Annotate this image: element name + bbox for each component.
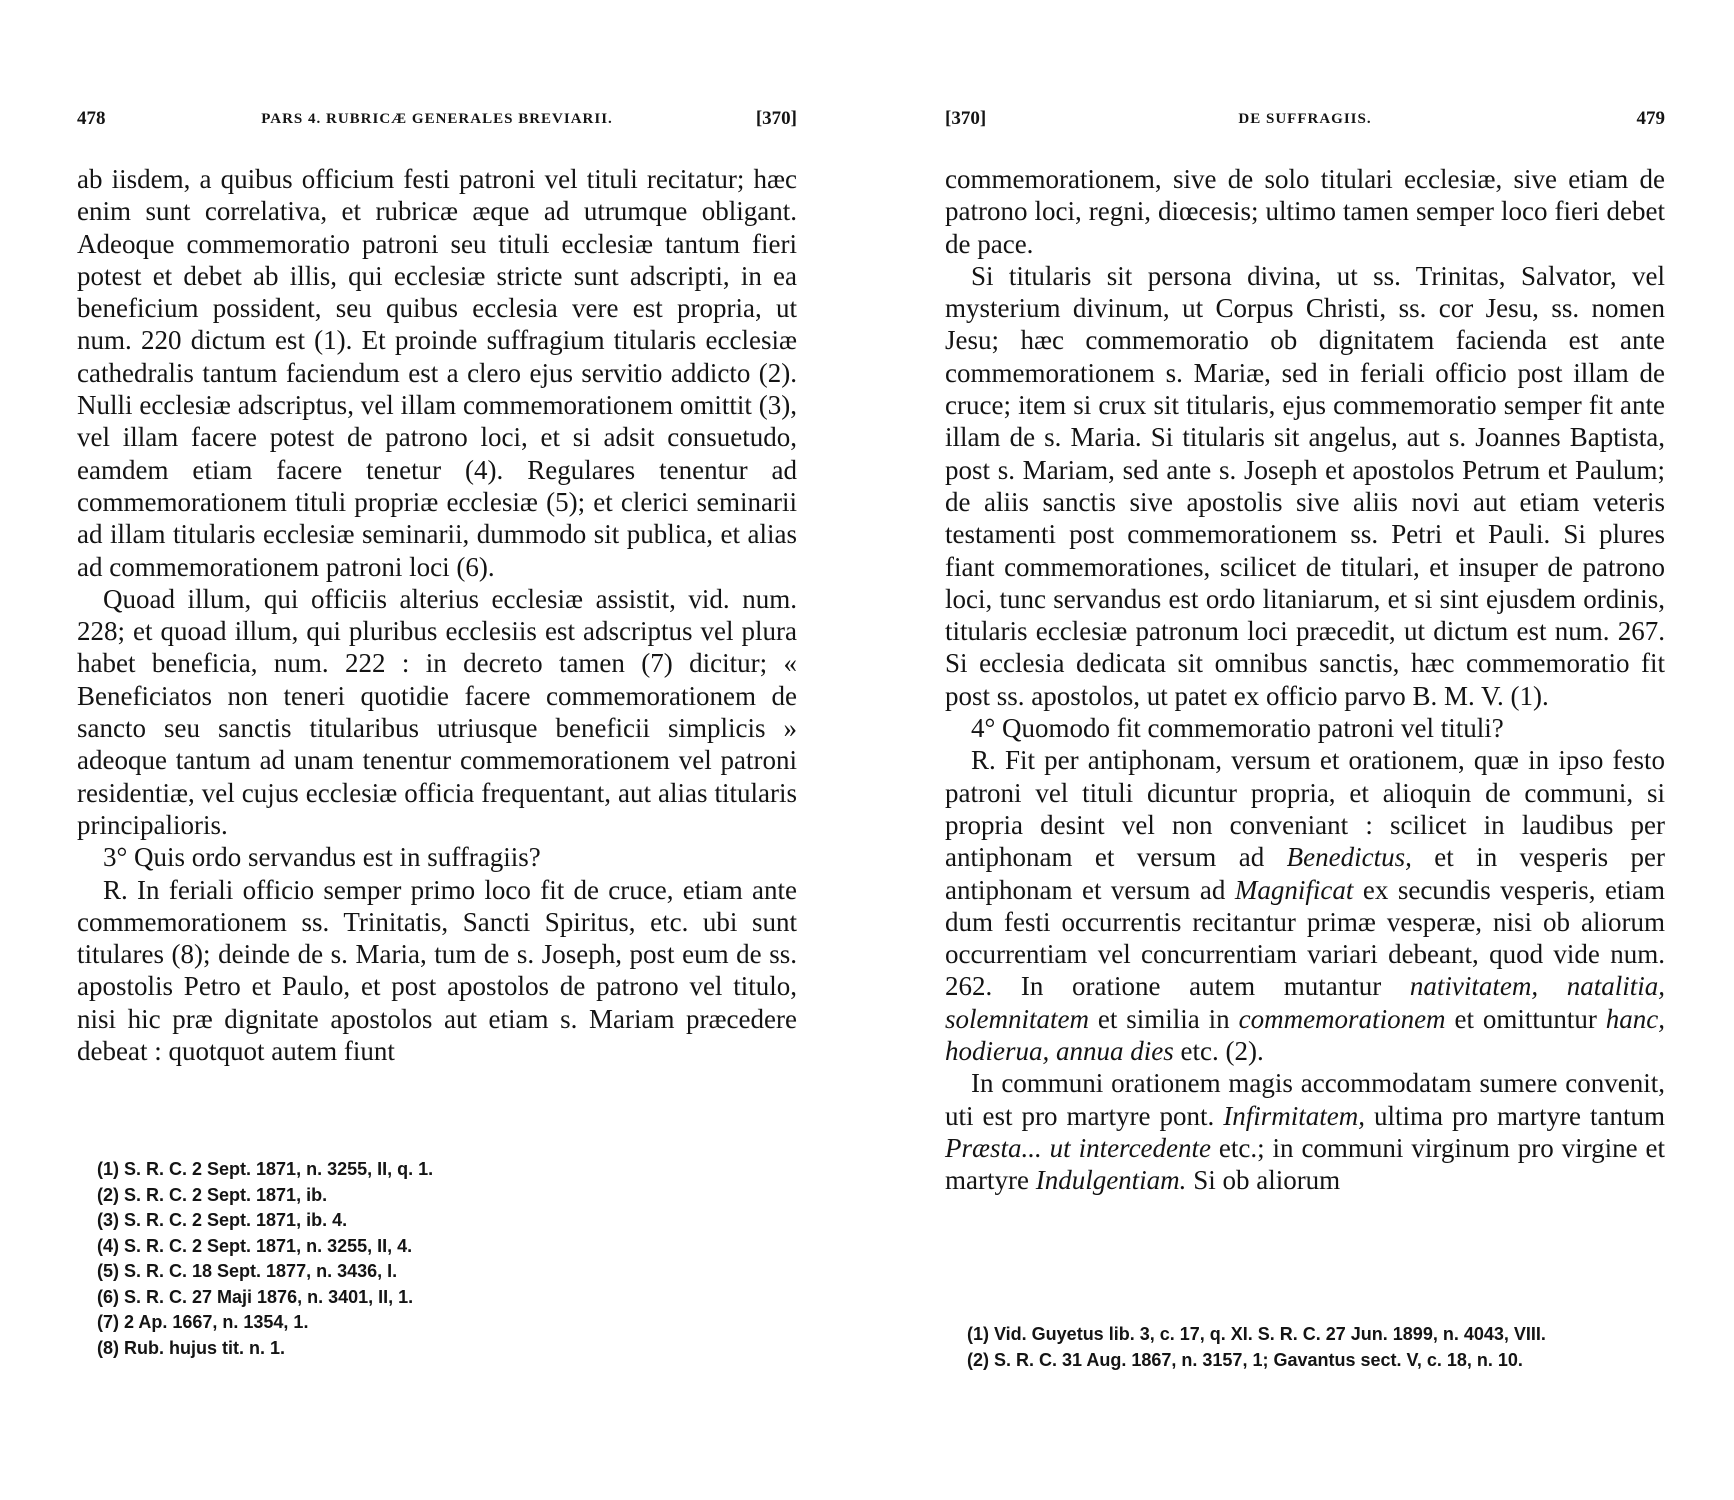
text-run: etc. (2).	[1173, 1036, 1264, 1067]
italic-term: nativitatem, natalitia, solemnitatem	[945, 971, 1665, 1034]
left-question-3: 3° Quis ordo servandus est in suffragiis?	[103, 842, 541, 873]
left-answer-3: R. In feriali officio semper primo loco fit de cruce, etiam ante commemorationem ss. Trinitatis, Sancti Spiritus, etc. ubi sunt titulares (8); deinde de s. Maria, tum de s. Joseph, post eum de ss. apostolis Petro et Paulo, et post apostolos de patrono vel titulo, nisi hic præ dignitate apostolos aut etiam s. Mariam præcedere debeat : quotquot autem fiunt	[77, 874, 797, 1067]
right-page	[945, 0, 1665, 1500]
text-run: etc.; in communi virginum pro virgine et martyre	[945, 1132, 1666, 1196]
right-paragraph-1: commemorationem, sive de solo titulari ecclesiæ, sive etiam de patrono loci, regni, diœcesis; ultimo tamen semper loco fieri debet de pace.	[945, 164, 1665, 259]
footnote: (5) S. R. C. 18 Sept. 1877, n. 3436, I.	[97, 1261, 398, 1281]
right-page-number: 479	[1636, 108, 1665, 129]
left-bracket-number: [370]	[755, 108, 797, 129]
left-running-head	[77, 108, 797, 138]
right-paragraph-2: Si titularis sit persona divina, ut ss. Trinitas, Salvator, vel mysterium divinum, ut Corpus Christi, ss. cor Jesu, ss. nomen Jesu; hæc commemoratio ob dignitatem facienda est ante commemorationem s. Mariæ, sed in feriali officio post illam de cruce; item si crux sit titularis, ejus commemoratio semper fit ante illam de s. Maria. Si titularis sit angelus, aut s. Joannes Baptista, post s. Mariam, sed ante s. Joseph et apostolos Petrum et Paulum; de aliis sanctis sive apostolis sive aliis novi aut etiam veteris testamenti post commemorationem ss. Petri et Pauli. Si plures fiant commemorationes, scilicet de titulari, et insuper de patrono loci, tunc servandus est ordo litaniarum, et si sint ejusdem ordinis, titularis ecclesiæ patronum loci præcedit, ut dictum est num. 267. Si ecclesia dedicata sit omnibus sanctis, hæc commemoratio fit post ss. apostolos, ut patet ex officio parvo B. M. V. (1).	[945, 260, 1665, 711]
footnote: (8) Rub. hujus tit. n. 1.	[97, 1337, 285, 1358]
italic-term: hanc, hodierua, annua dies	[945, 1003, 1665, 1067]
right-answer-4	[945, 744, 1665, 1067]
left-page-number: 478	[77, 108, 106, 129]
italic-term: Præsta... ut intercedente	[945, 1132, 1212, 1163]
text-run: In communi orationem magis accommodatam sumere convenit, uti est pro martyre pont.	[945, 1068, 1665, 1131]
text-run: et in vesperis per antiphonam et versum ad	[945, 842, 1665, 905]
left-footnotes	[97, 1157, 797, 1361]
right-question-4: 4° Quomodo fit commemoratio patroni vel tituli?	[971, 713, 1504, 744]
left-page	[77, 0, 797, 1500]
footnote: (7) 2 Ap. 1667, n. 1354, 1.	[97, 1312, 309, 1332]
footnote: (3) S. R. C. 2 Sept. 1871, ib. 4.	[97, 1210, 348, 1230]
text-run: R. Fit per antiphonam, versum et orationem, quæ in ipso festo patroni vel tituli dicuntur propria, et alioquin de communi, si propria desint vel non conveniant : scilicet in laudibus per antiphonam et versum ad	[945, 745, 1665, 873]
left-paragraph-2: Quoad illum, qui officiis alterius ecclesiæ assistit, vid. num. 228; et quoad illum, qui pluribus ecclesiis est adscriptus vel plura habet beneficia, num. 222 : in decreto tamen (7) dicitur; « Beneficiatos non teneri quotidie facere commemorationem de sancto seu sanctis titularibus utriusque beneficii simplicis » adeoque tantum ad unam tenentur commemorationem vel patroni residentiæ, vel cujus ecclesiæ officia frequentant, aut alias titularis principalioris.	[77, 583, 797, 840]
text-run: et similia in	[1088, 1003, 1239, 1034]
footnote: (1) Vid. Guyetus lib. 3, c. 17, q. XI. S. R. C. 27 Jun. 1899, n. 4043, VIII.	[967, 1324, 1546, 1344]
footnote: (4) S. R. C. 2 Sept. 1871, n. 3255, II, 4.	[97, 1235, 413, 1256]
italic-term: Magnificat	[1234, 874, 1354, 905]
italic-term: Indulgentiam.	[1035, 1165, 1187, 1196]
right-bracket-number: [370]	[945, 108, 987, 129]
text-run: Si ob aliorum	[1186, 1165, 1341, 1196]
italic-term: Benedictus,	[1286, 842, 1412, 873]
footnote: (2) S. R. C. 2 Sept. 1871, ib.	[97, 1184, 328, 1205]
text-run: ex secundis vesperis, etiam dum festi occurrentis recitantur primæ vesperæ, nisi ob aliorum occurrentiam vel concurrentiam variari debeant, quod vide num. 262. In oratione autem mutantur	[945, 874, 1665, 1002]
right-running-title: DE SUFFRAGIIS.	[1238, 111, 1372, 127]
footnote: (2) S. R. C. 31 Aug. 1867, n. 3157, 1; Gavantus sect. V, c. 18, n. 10.	[967, 1349, 1523, 1370]
left-body-text	[77, 163, 797, 1067]
right-paragraph-5	[945, 1067, 1665, 1196]
text-run: et omittuntur	[1445, 1003, 1606, 1034]
text-run: ultima pro martyre tantum	[1365, 1100, 1665, 1131]
right-footnotes	[967, 1322, 1665, 1373]
footnote: (6) S. R. C. 27 Maji 1876, n. 3401, II, 1.	[97, 1286, 414, 1307]
italic-term: Infirmitatem,	[1223, 1100, 1366, 1131]
left-paragraph-1: ab iisdem, a quibus officium festi patroni vel tituli recitatur; hæc enim sunt correlativa, et rubricæ æque ad utrumque obligant. Adeoque commemoratio patroni seu tituli ecclesiæ tantum fieri potest et debet ab illis, qui ecclesiæ stricte sunt adscripti, in ea beneficium possident, seu quibus ecclesia vere est propria, ut num. 220 dictum est (1). Et proinde suffragium titularis ecclesiæ cathedralis tantum faciendum est a clero ejus servitio addicto (2). Nulli ecclesiæ adscriptus, vel illam commemorationem omittit (3), vel illam facere potest de patrono loci, et si adsit consuetudo, eamdem etiam facere tenetur (4). Regulares tenentur ad commemorationem tituli propriæ ecclesiæ (5); et clerici seminarii ad illam titularis ecclesiæ seminarii, dummodo sit publica, et alias ad commemorationem patroni loci (6).	[77, 164, 797, 582]
footnote: (1) S. R. C. 2 Sept. 1871, n. 3255, II, q. 1.	[97, 1159, 434, 1179]
left-running-title: PARS 4. RUBRICÆ GENERALES BREVIARII.	[261, 111, 613, 127]
right-running-head	[945, 108, 1665, 138]
right-body-text	[945, 163, 1665, 1197]
italic-term: commemorationem	[1238, 1003, 1446, 1034]
